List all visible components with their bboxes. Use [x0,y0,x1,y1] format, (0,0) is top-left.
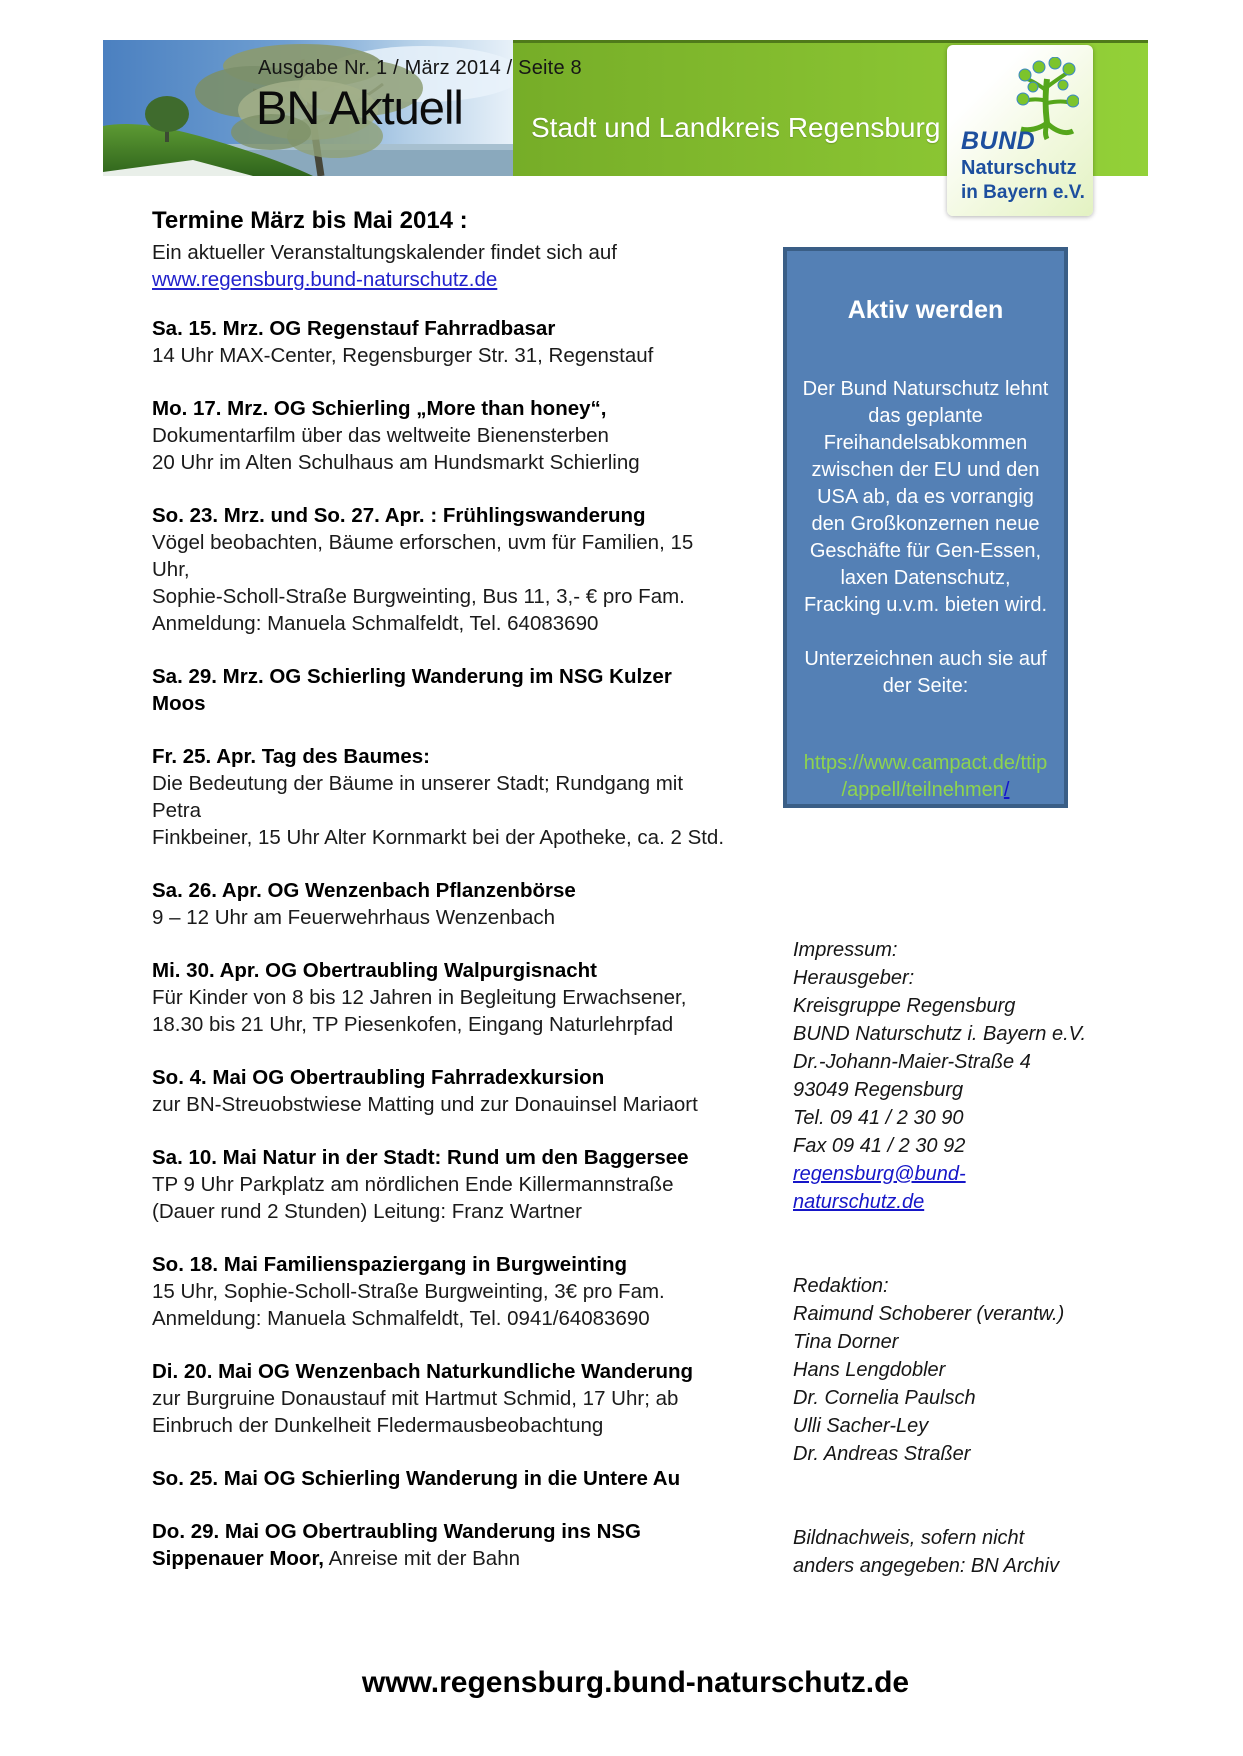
redaktion-line: Tina Dorner [793,1331,899,1353]
imprint-email-link-line2[interactable]: naturschutz.de [793,1191,925,1213]
aktiv-paragraph-sign: Unterzeichnen auch sie auf der Seite: [804,648,1047,697]
events-intro-text: Ein aktueller Veranstaltungskalender findet sich auf [152,241,617,264]
aktiv-paragraph-ttip: Der Bund Naturschutz lehnt das geplante Freihandelsabkommen zwischen der EU und den USA ab, da es vorrangig den Großkonzernen neue Geschäfte für Gen-Essen, laxen Datenschutz, Fracking u.v.m. bieten wird. [802,378,1049,616]
bund-logo-box [947,45,1093,216]
aktiv-werden-box [783,247,1068,808]
imprint-email-link-line1[interactable]: regensburg@bund- [793,1163,966,1185]
event-item: Mi. 30. Apr. OG Obertraubling Walpurgisnacht Für Kinder von 8 bis 12 Jahren in Begleitung Erwachsener, 18.30 bis 21 Uhr, TP Piesenkofen, Eingang Naturlehrpfad [152,959,687,1036]
spacer [793,1216,1123,1272]
event-item: Sa. 26. Apr. OG Wenzenbach Pflanzenbörse 9 – 12 Uhr am Feuerwehrhaus Wenzenbach [152,879,576,929]
event-item: Sa. 10. Mai Natur in der Stadt: Rund um den Baggersee TP 9 Uhr Parkplatz am nördlichen Ende Killermannstraße (Dauer rund 2 Stunden) Leitung: Franz Wartner [152,1146,689,1223]
spacer [793,1468,1123,1524]
event-item: So. 4. Mai OG Obertraubling Fahrradexkursion zur BN-Streuobstwiese Matting und zur Donauinsel Mariaort [152,1066,698,1116]
redaktion-line: Hans Lengdobler [793,1359,946,1381]
imprint-column [793,936,1123,1580]
imprint-line: Herausgeber: [793,967,915,989]
imprint-line: Impressum: [793,939,898,961]
bildnachweis-line: anders angegeben: BN Archiv [793,1555,1060,1577]
events-list [152,315,730,1572]
events-intro [152,239,730,293]
events-heading: Termine März bis Mai 2014 : [152,207,468,234]
event-item: Di. 20. Mai OG Wenzenbach Naturkundliche Wanderung zur Burgruine Donaustauf mit Hartmut Schmid, 17 Uhr; ab Einbruch der Dunkelheit Fledermausbeobachtung [152,1360,694,1437]
imprint-line: Fax 09 41 / 2 30 92 [793,1135,966,1157]
imprint-line: Dr.-Johann-Maier-Straße 4 [793,1051,1031,1073]
events-column [152,206,730,1598]
event-item: Mo. 17. Mrz. OG Schierling „More than honey“, Dokumentarfilm über das weltweite Bienensterben 20 Uhr im Alten Schulhaus am Hundsmarkt Schierling [152,397,640,474]
footer-url: www.regensburg.bund-naturschutz.de [361,1666,910,1699]
logo-naturschutz-label: Naturschutz [961,157,1077,179]
imprint-line: Tel. 09 41 / 2 30 90 [793,1107,964,1129]
event-item: So. 23. Mrz. und So. 27. Apr. : Frühlingswanderung Vögel beobachten, Bäume erforschen, uvm für Familien, 15 Uhr, Sophie-Scholl-Straße Burgweinting, Bus 11, 3,- € pro Fam. Anmeldung: Manuela Schmalfeldt, Tel. 64083690 [152,504,694,635]
imprint-line: BUND Naturschutz i. Bayern e.V. [793,1023,1087,1045]
issue-line: Ausgabe Nr. 1 / März 2014 / Seite 8 [258,57,582,79]
redaktion-line: Dr. Cornelia Paulsch [793,1387,976,1409]
imprint-line: Kreisgruppe Regensburg [793,995,1016,1017]
event-item: Sa. 29. Mrz. OG Schierling Wanderung im NSG Kulzer Moos [152,665,672,715]
events-intro-link[interactable]: www.regensburg.bund-naturschutz.de [152,268,498,291]
newsletter-subtitle: Stadt und Landkreis Regensburg [531,112,941,143]
redaktion-line: Dr. Andreas Straßer [793,1443,971,1465]
event-item: So. 25. Mai OG Schierling Wanderung in die Untere Au [152,1467,681,1490]
aktiv-heading: Aktiv werden [847,296,1004,324]
event-item: Do. 29. Mai OG Obertraubling Wanderung ins NSG Sippenauer Moor, Anreise mit der Bahn [152,1520,642,1570]
redaktion-line: Raimund Schoberer (verantw.) [793,1303,1065,1325]
event-item: Sa. 15. Mrz. OG Regenstauf Fahrradbasar 14 Uhr MAX-Center, Regensburger Str. 31, Regenstauf [152,317,654,367]
imprint-line: 93049 Regensburg [793,1079,964,1101]
newsletter-title: BN Aktuell [256,81,463,134]
redaktion-line: Redaktion: [793,1275,889,1297]
logo-bund-wordmark: BUND [961,127,1036,155]
bildnachweis-line: Bildnachweis, sofern nicht [793,1527,1025,1549]
logo-bayern-label: in Bayern e.V. [961,182,1085,203]
event-item: Fr. 25. Apr. Tag des Baumes: Die Bedeutung der Bäume in unserer Stadt; Rundgang mit Petra Finkbeiner, 15 Uhr Alter Kornmarkt bei der Apotheke, ca. 2 Std. [152,745,725,849]
redaktion-line: Ulli Sacher-Ley [793,1415,929,1437]
event-item: So. 18. Mai Familienspaziergang in Burgweinting 15 Uhr, Sophie-Scholl-Straße Burgweinting, 3€ pro Fam. Anmeldung: Manuela Schmalfeldt, Tel. 0941/64083690 [152,1253,665,1330]
campact-link-wrap [802,750,1049,804]
campact-link[interactable]: https://www.campact.de/ttip /appell/teilnehmen/ [803,752,1048,801]
campact-link-slash: / [1003,779,1010,801]
